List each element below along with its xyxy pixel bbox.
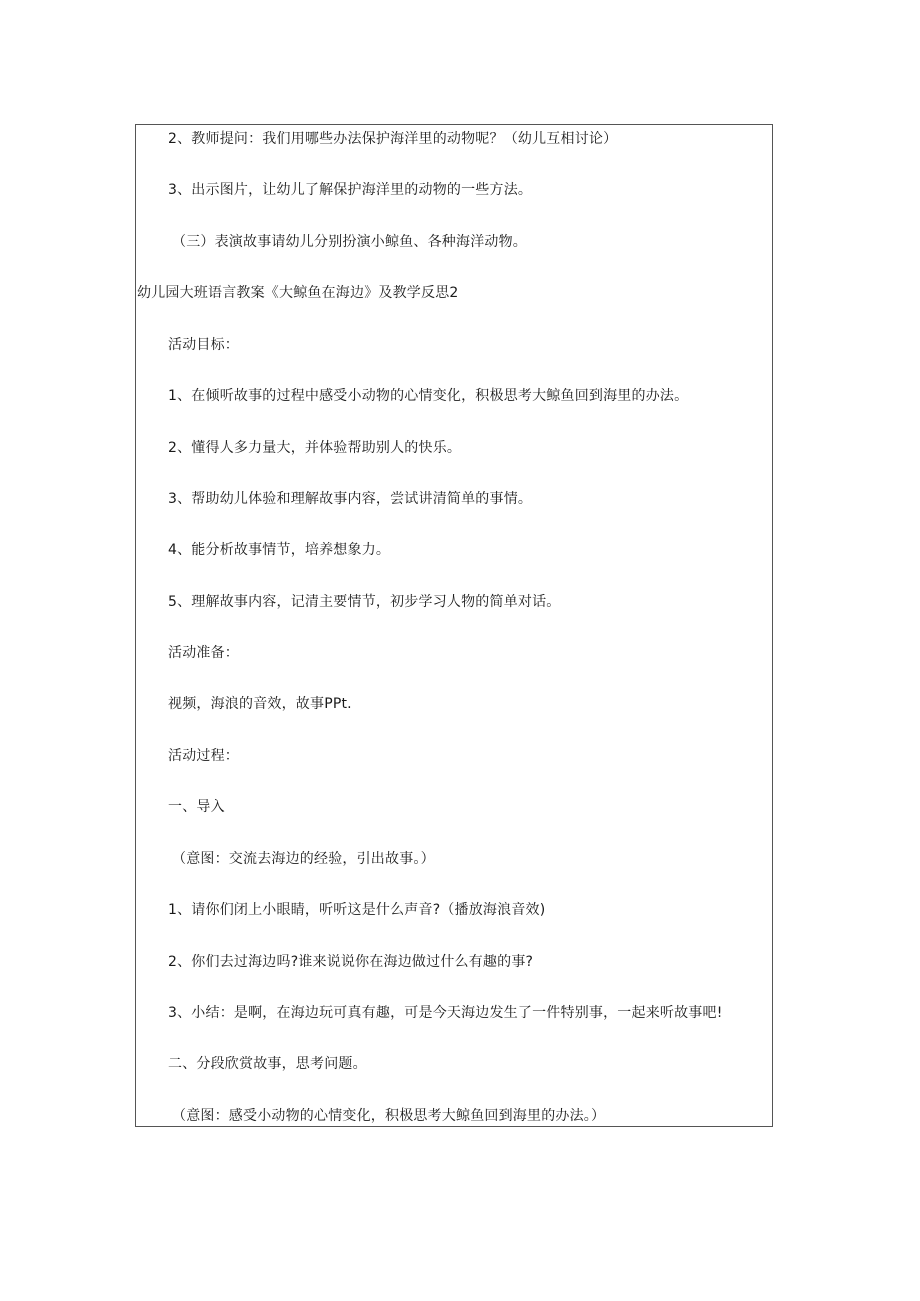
intro-item-3-summary: 3、小结：是啊，在海边玩可真有趣，可是今天海边发生了一件特别事，一起来听故事吧! (168, 1005, 723, 1021)
intro-item-1: 1、请你们闭上小眼睛，听听这是什么声音?（播放海浪音效) (168, 902, 546, 918)
goal-item-4: 4、能分析故事情节，培养想象力。 (168, 542, 391, 558)
story-intention: （意图：感受小动物的心情变化，积极思考大鲸鱼回到海里的办法。） (172, 1108, 606, 1124)
section-heading-lesson-2: 幼儿园大班语言教案《大鲸鱼在海边》及教学反思2 (137, 285, 459, 301)
heading-activity-process: 活动过程： (168, 748, 239, 764)
paragraph-teacher-question: 2、教师提问：我们用哪些办法保护海洋里的动物呢？（幼儿互相讨论） (168, 131, 618, 147)
heading-activity-preparation: 活动准备： (168, 645, 239, 661)
goal-item-2: 2、懂得人多力量大，并体验帮助别人的快乐。 (168, 440, 462, 456)
goal-item-1: 1、在倾听故事的过程中感受小动物的心情变化，积极思考大鲸鱼回到海里的办法。 (168, 388, 689, 404)
intro-item-2: 2、你们去过海边吗?谁来说说你在海边做过什么有趣的事? (168, 954, 534, 970)
preparation-materials: 视频，海浪的音效，故事PPt. (168, 696, 352, 712)
paragraph-perform-story: （三）表演故事请幼儿分别扮演小鲸鱼、各种海洋动物。 (172, 234, 527, 250)
intro-intention: （意图：交流去海边的经验，引出故事。） (172, 851, 435, 867)
document-frame (135, 124, 773, 1127)
goal-item-3: 3、帮助幼儿体验和理解故事内容，尝试讲清简单的事情。 (168, 491, 533, 507)
heading-activity-goals: 活动目标： (168, 337, 239, 353)
process-step-intro: 一、导入 (168, 799, 225, 815)
process-step-story: 二、分段欣赏故事，思考问题。 (168, 1056, 367, 1072)
goal-item-5: 5、理解故事内容，记清主要情节，初步学习人物的简单对话。 (168, 594, 561, 610)
paragraph-show-pictures: 3、出示图片，让幼儿了解保护海洋里的动物的一些方法。 (168, 182, 533, 198)
